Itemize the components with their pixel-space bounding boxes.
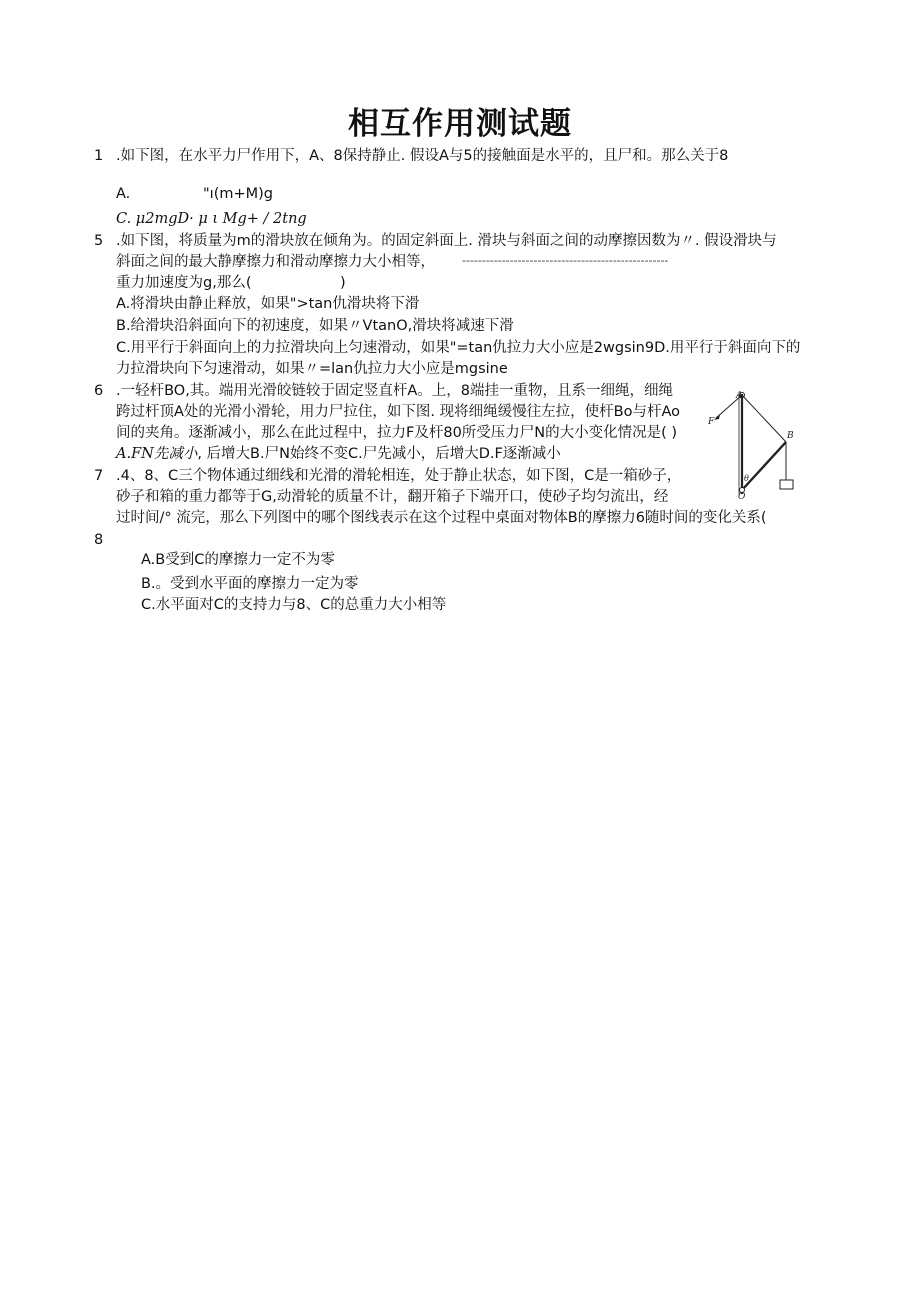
- label-b: B: [787, 431, 794, 441]
- weight-block: [780, 480, 793, 489]
- q5-line-3-close: ): [340, 275, 346, 291]
- q8-option-a: A.B受到C的摩擦力一定不为零: [141, 552, 335, 568]
- q6-options-rest: , 后增大B.尸N始终不变C.尸先减小，后增大D.F逐渐减小: [197, 446, 561, 462]
- q8-option-c: C.水平面对C的支持力与8、C的总重力大小相等: [141, 597, 447, 613]
- q6-option-a: A.FN先减小: [116, 446, 198, 462]
- q7-line-3: 过时间/° 流完，那么下列图中的哪个图线表示在这个过程中桌面对物体B的摩擦力6随时间的变化关系(: [116, 510, 767, 526]
- q1-number: 1: [94, 148, 104, 164]
- q5-line-3: 重力加速度为g,那么(: [116, 275, 252, 291]
- q6-number: 6: [94, 383, 104, 399]
- q6-line-2: 跨过杆顶A处的光滑小滑轮，用力尸拉住，如下图. 现将细绳缓慢往左拉，使杆Bo与杆Ao: [116, 404, 680, 420]
- q5-line-1: .如下图，将质量为m的滑块放在倾角为。的固定斜面上. 滑块与斜面之间的动摩擦因数为〃. 假设滑块与: [116, 233, 777, 249]
- q8-option-b: B.。受到水平面的摩擦力一定为零: [141, 576, 359, 592]
- q1-stem: .如下图，在水平力尸作用下，A、8保持静止. 假设A与5的接触面是水平的，且尸和。那么关于8: [116, 148, 729, 164]
- q1-option-c: C. μ2mgD· μ ι Mg+ / 2tng: [116, 211, 307, 227]
- q7-line-1: .4、8、C三个物体通过细线和光滑的滑轮相连，处于静止状态，如下图，C是一箱砂子，: [116, 468, 682, 484]
- label-theta: θ: [744, 474, 749, 483]
- label-f: F: [708, 417, 715, 427]
- page-title: 相互作用测试题: [348, 106, 572, 142]
- q7-number: 7: [94, 468, 104, 484]
- q1-option-a-label: A.: [116, 186, 131, 202]
- q5-option-b: B.给滑块沿斜面向下的初速度，如果〃VtanO,滑块将减速下滑: [116, 318, 514, 334]
- label-o: O: [738, 492, 746, 500]
- rod-pulley-figure: [708, 388, 802, 500]
- q8-number: 8: [94, 532, 104, 548]
- rope-a-to-b: [742, 395, 786, 442]
- q7-line-2: 砂子和箱的重力都等于G,动滑轮的质量不计，翻开箱子下端开口，使砂子均匀流出，经: [116, 489, 669, 505]
- q6-line-3: 间的夹角。逐渐减小，那么在此过程中，拉力F及杆80所受压力尸N的大小变化情况是( ): [116, 425, 678, 441]
- q6-options: [116, 444, 561, 464]
- q5-option-a: A.将滑块由静止释放，如果">tan仇滑块将下滑: [116, 296, 420, 312]
- q5-option-c-cont: 力拉滑块向下匀速滑动，如果〃=lan仇拉力大小应是mgsine: [116, 361, 508, 377]
- q6-line-1: .一轻杆BO,其。端用光滑皎链较于固定竖直杆A。上，8端挂一重物，且系一细绳，细绳: [116, 383, 673, 399]
- label-a: A: [736, 391, 743, 401]
- q5-line-2: 斜面之间的最大静摩擦力和滑动摩擦力大小相等，: [116, 254, 435, 270]
- q5-dash-line: ----------------------------------------------------: [462, 254, 669, 267]
- q1-option-a-text: "ı(m+M)g: [203, 186, 274, 202]
- q5-number: 5: [94, 233, 104, 249]
- q5-option-c: C.用平行于斜面向上的力拉滑块向上匀速滑动，如果"=tan仇拉力大小应是2wgsin9D.用平行于斜面向下的: [116, 340, 801, 356]
